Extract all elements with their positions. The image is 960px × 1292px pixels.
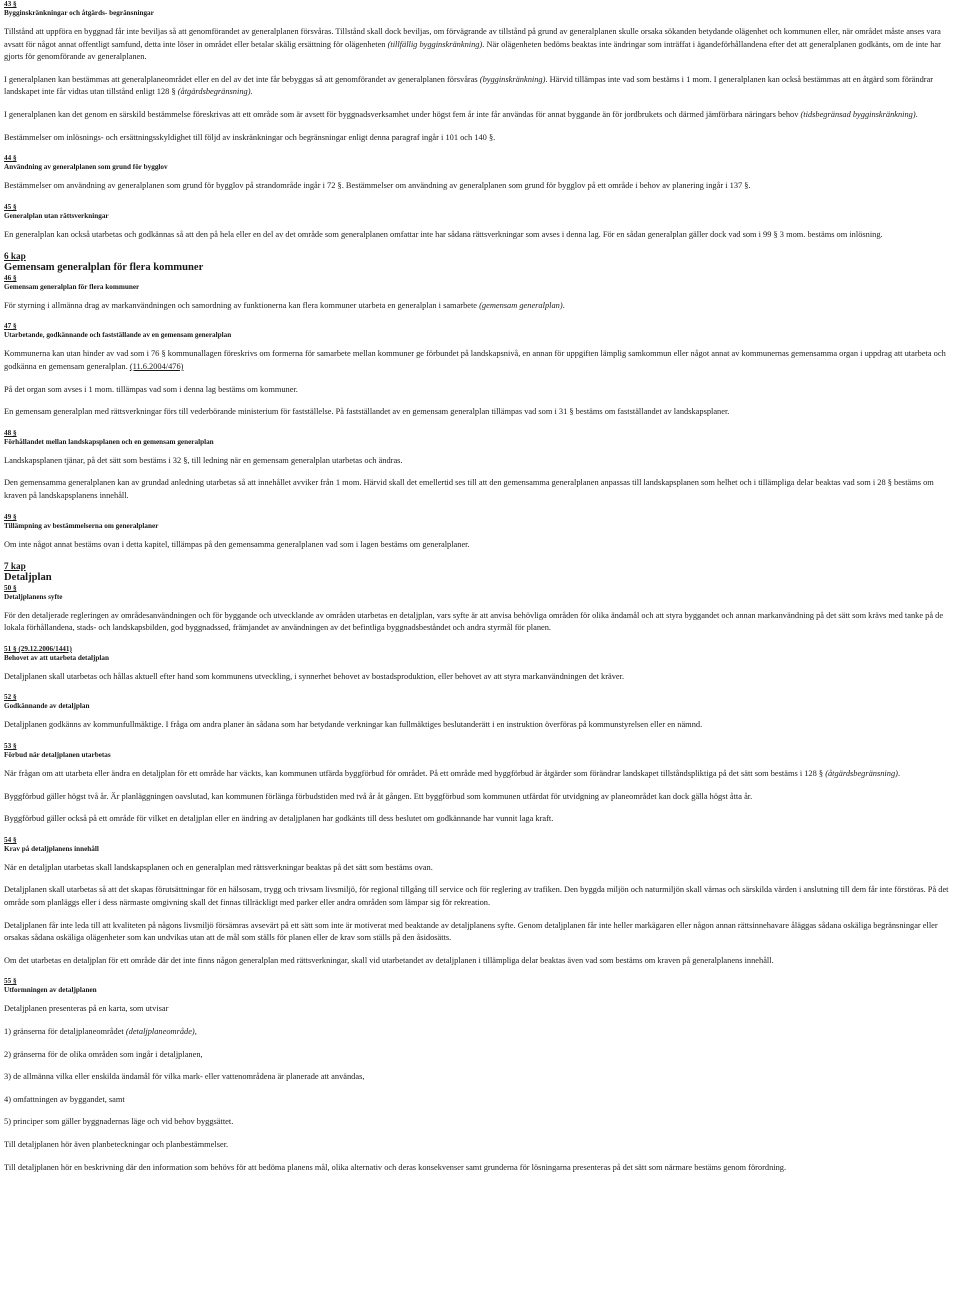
paragraph — [4, 862, 956, 875]
text-run: Till detaljplanen hör även planbeteckningar och planbestämmelser. — [4, 1139, 229, 1149]
text-run: . — [562, 300, 565, 310]
text-run: Kommunerna kan utan hinder av vad som i 76 § kommunallagen föreskrivs om formerna för samarbete mellan kommuner ge förbundet på landskapsnivå, en annan för uppgiften lämplig samkommun eller något annat av kommunernas gemensamma organ i uppdrag att utarbeta och godkänna en gemensam generalplan. — [4, 349, 946, 372]
paragraph — [4, 300, 956, 313]
section-number: 46 § — [4, 273, 17, 282]
section-number: 55 § — [4, 977, 17, 986]
section-number: 51 § (29.12.2006/1441) — [4, 644, 72, 653]
paragraph — [4, 1116, 956, 1129]
text-run: Detaljplanen presenteras på en karta, som utvisar — [4, 1004, 169, 1014]
paragraph — [4, 671, 956, 684]
section-title: Detaljplanens syfte — [4, 592, 63, 601]
text-run: När frågan om att utarbeta eller ändra en detaljplan för ett område har väckts, kan kommunen utfärda byggförbud för området. På ett område med byggförbud är åtgärder som förändrar landskapet tillståndspliktiga på det sätt som bestäms i 128 § — [4, 769, 826, 779]
text-run: 1) gränserna för detaljplaneområdet — [4, 1027, 126, 1036]
paragraph — [4, 348, 956, 373]
section-heading — [4, 429, 956, 447]
section-heading — [4, 274, 956, 292]
text-run: Detaljplanen skall utarbetas så att det skapas förutsättningar för en hälsosam, trygg och trivsam livsmiljö, för regional tillgång till service och för reglering av trafiken. Den byggda miljön och naturmiljön skall värnas och särskilda värden i anslutning till dem får inte förstöras. På det område som planläggs eller i dess närmaste omgivning skall det finnas tillräckligt med parker eller andra områden som lämpar sig för rekreation. — [4, 885, 949, 908]
section-title: Godkännande av detaljplan — [4, 702, 90, 711]
text-run: På det organ som avses i 1 mom. tillämpas vad som i denna lag bestäms om kommuner. — [4, 384, 298, 394]
section-number: 54 § — [4, 835, 17, 844]
section-title: Tillämpning av bestämmelserna om generalplaner — [4, 521, 159, 530]
section-heading — [4, 322, 956, 340]
text-run: Bestämmelser om användning av generalplanen som grund för bygglov på strandområde ingår i 72 §. Bestämmelser om användning av generalplanen som grund för bygglov på ett område i behov av planering ingår i 137 §. — [4, 181, 751, 191]
text-run: En generalplan kan också utarbetas och godkännas så att den på hela eller en del av det område som generalplanen omfattar inte har sådana rättsverkningar som avses i denna lag. För en sådan generalplan gäller dock vad som i 99 § 3 mom. bestäms om inlösning. — [4, 229, 883, 239]
text-run: En gemensam generalplan med rättsverkningar förs till vederbörande ministerium för fastställelse. På fastställandet av en gemensam generalplan tillämpas vad som i 31 § bestäms om fastställandet av landskapsplaner. — [4, 407, 730, 417]
section-title: Bygginskränkningar och åtgärds- begränsningar — [4, 9, 154, 17]
text-run: 5) principer som gäller byggnadernas läge och vid behov byggsättet. — [4, 1117, 234, 1127]
defined-term: (åtgärdsbegränsning) — [177, 87, 251, 97]
section-number: 50 § — [4, 583, 17, 592]
paragraph — [4, 1071, 956, 1084]
paragraph — [4, 955, 956, 968]
chapter-heading — [4, 561, 956, 584]
section-heading — [4, 584, 956, 602]
paragraph — [4, 1162, 956, 1175]
paragraph — [4, 74, 956, 99]
section-heading — [4, 836, 956, 854]
amendment-reference[interactable]: (11.6.2004/476) — [129, 362, 184, 372]
paragraph — [4, 384, 956, 397]
text-run: Detaljplanen skall utarbetas och hållas aktuell efter hand som kommunens utveckling, i synnerhet behovet av bostadsproduktion, eller behovet av att styra markanvändningen det kräver. — [4, 671, 625, 681]
section-title: Utarbetande, godkännande och fastställande av en gemensam generalplan — [4, 331, 232, 340]
section-heading — [4, 645, 956, 663]
section-number: 48 § — [4, 428, 17, 437]
paragraph — [4, 719, 956, 732]
text-run: När en detaljplan utarbetas skall landskapsplanen och en generalplan med rättsverkningar beaktas på det sätt som bestäms ovan. — [4, 862, 433, 872]
paragraph — [4, 813, 956, 826]
section-heading — [4, 0, 956, 18]
paragraph — [4, 539, 956, 552]
paragraph — [4, 406, 956, 419]
section-title: Behovet av att utarbeta detaljplan — [4, 653, 110, 662]
text-run: I generalplanen kan det genom en särskild bestämmelse föreskrivas att ett område som är avsett för byggnadsverksamhet under högst fem år inte får användas för annat byggande än för jordbrukets och därmed jämförbara näringars behov — [4, 109, 801, 119]
defined-term: (bygginskränkning) — [479, 74, 546, 84]
chapter-number: 6 kap — [4, 251, 26, 262]
paragraph — [4, 768, 956, 781]
defined-term: (tidsbegränsad bygginskränkning) — [800, 109, 916, 119]
text-run: . — [897, 769, 901, 779]
text-run: . Härvid tillämpas inte vad som bestäms i 1 mom. I generalplanen kan också bestämmas att en åtgärd som förändrar landskapet inte får vidtas utan tillstånd enligt 128 § — [4, 74, 934, 97]
chapter-heading — [4, 251, 956, 274]
section-number: 53 § — [4, 742, 17, 751]
section-heading — [4, 977, 956, 995]
section-title: Användning av generalplanen som grund för bygglov — [4, 163, 168, 172]
text-run: . — [250, 87, 253, 97]
paragraph — [4, 26, 956, 64]
text-run: 3) de allmänna vilka eller enskilda ändamål för vilka mark- eller vattenområdena är planerade att användas, — [4, 1072, 365, 1082]
section-number: 43 § — [4, 0, 17, 8]
chapter-title: Gemensam generalplan för flera kommuner — [4, 261, 204, 273]
chapter-number: 7 kap — [4, 561, 26, 572]
section-number: 44 § — [4, 154, 17, 163]
text-run: I generalplanen kan bestämmas att generalplaneområdet eller en del av det inte får bebyggas så att genomförandet av generalplanen försvåras — [4, 74, 480, 84]
paragraph — [4, 1094, 956, 1107]
section-title: Gemensam generalplan för flera kommuner — [4, 282, 140, 291]
text-run: Byggförbud gäller också på ett område för vilket en detaljplan eller en ändring av detaljplanen har godkänts till dess beslutet om godkännande har vunnit laga kraft. — [4, 814, 554, 824]
section-heading — [4, 513, 956, 531]
text-run: . — [915, 109, 918, 119]
text-run: Detaljplanen godkänns av kommunfullmäktige. I fråga om andra planer än sådana som har betydande verkningar kan fullmäktiges beslutanderätt i en instruktion överföras på kommunstyrelsen eller en nämnd. — [4, 720, 703, 730]
section-number: 52 § — [4, 693, 17, 702]
paragraph — [4, 455, 956, 468]
paragraph — [4, 1003, 956, 1016]
defined-term: (gemensam generalplan) — [479, 300, 563, 310]
paragraph — [4, 791, 956, 804]
defined-term: (tillfällig bygginskränkning) — [387, 39, 483, 49]
text-run: 2) gränserna för de olika områden som ingår i detaljplanen, — [4, 1049, 203, 1059]
text-run: För den detaljerade regleringen av områdesanvändningen och för byggande och utvecklande av områden utarbetas en detaljplan, vars syfte är att anvisa behövliga områden för olika ändamål och att styra byggandet och annan markanvändning på det sätt som krävs med tanke på de lokala förhållandena, stads- och landskapsbilden, god byggnadssed, främjandet av användningen av det befintliga byggnadsbeståndet och andra styrmål för planen. — [4, 610, 944, 633]
text-run: , — [194, 1027, 197, 1036]
paragraph — [4, 610, 956, 635]
section-heading — [4, 742, 956, 760]
section-number: 49 § — [4, 512, 17, 521]
chapter-title: Detaljplan — [4, 571, 52, 583]
section-heading — [4, 693, 956, 711]
paragraph — [4, 132, 956, 145]
text-run: Byggförbud gäller högst två år. Är planläggningen oavslutad, kan kommunen förlänga förbudstiden med två år åt gången. Ett byggförbud som kommunen utfärdat för utvidgning av planeområdet kan dock gälla högst åtta år. — [4, 791, 753, 801]
paragraph — [4, 1139, 956, 1152]
paragraph — [4, 229, 956, 242]
text-run: Om det utarbetas en detaljplan för ett område där det inte finns någon generalplan med rättsverkningar, skall vid utarbetandet av detaljplanen i tillämpliga delar beaktas även vad som bestäms om kraven på generalplanens innehåll. — [4, 955, 774, 965]
paragraph — [4, 477, 956, 502]
section-number: 47 § — [4, 322, 17, 331]
section-title: Generalplan utan rättsverkningar — [4, 211, 109, 220]
paragraph — [4, 180, 956, 193]
text-run: För styrning i allmänna drag av markanvändningen och samordning av funktionerna kan flera kommuner utarbeta en generalplan i samarbete — [4, 300, 480, 310]
text-run: Detaljplanen får inte leda till att kvaliteten på någons livsmiljö försämras avsevärt på ett sätt som inte är motiverat med beaktande av detaljplanens syfte. Genom detaljplanen får inte heller markägaren eller någon annan rättsinnehavare åläggas sådana oskäliga begränsningar eller orsakas sådana oskäliga olägenheter som kan undvikas utan att de mål som ställs för planen eller de krav som ställs på den åsidosätts. — [4, 920, 938, 943]
text-run: Om inte något annat bestäms ovan i detta kapitel, tillämpas på den gemensamma generalplanen vad som i lagen bestäms om generalplaner. — [4, 539, 470, 549]
paragraph — [4, 1049, 956, 1062]
section-heading — [4, 154, 956, 172]
paragraph — [4, 884, 956, 909]
paragraph — [4, 1026, 956, 1039]
section-title: Krav på detaljplanens innehåll — [4, 844, 99, 853]
section-heading — [4, 203, 956, 221]
text-run: Tillstånd att uppföra en byggnad får inte beviljas så att genomförandet av generalplanen försvåras. Tillstånd skall dock beviljas, om förvägrande av tillstånd på grund av generalplanen skulle orsaka sökanden betydande olägenhet och kommunen eller, när området måste anses vara avsatt för något annat offentligt samfund, detta inte löser in området eller betalar skälig ersättning för olägenheten — [4, 27, 941, 49]
text-run: 4) omfattningen av byggandet, samt — [4, 1094, 125, 1104]
section-number: 45 § — [4, 202, 17, 211]
text-run: Landskapsplanen tjänar, på det sätt som bestäms i 32 §, till ledning när en gemensam generalplan utarbetas och ändras. — [4, 455, 403, 465]
defined-term: (detaljplaneområde) — [125, 1027, 195, 1036]
text-run: . När olägenheten bedöms beaktas inte ändringar som inträffat i ägandeförhållandena efter det att generalplanen godkänts, om de inte har gjorts för genomförande av generalplanen. — [4, 39, 941, 62]
section-title: Utformningen av detaljplanen — [4, 986, 97, 995]
section-title: Förhållandet mellan landskapsplanen och en gemensam generalplan — [4, 437, 214, 446]
paragraph — [4, 920, 956, 945]
paragraph — [4, 109, 956, 122]
text-run: Den gemensamma generalplanen kan av grundad anledning utarbetas så att innehållet avviker från 1 mom. Härvid skall det emellertid ses till att den gemensamma generalplanen anpassas till landskapsplanen som helhet och i tillämpliga delar beaktas vad som i 28 § bestäms om kraven på landskapsplanens innehåll. — [4, 478, 934, 500]
section-title: Förbud när detaljplanen utarbetas — [4, 751, 111, 760]
text-run: Till detaljplanen hör en beskrivning där den information som behövs för att bedöma planens mål, olika alternativ och deras konsekvenser samt grunderna för lösningarna presenteras på det sätt som närmare bestäms genom förordning. — [4, 1162, 787, 1172]
defined-term: (åtgärdsbegränsning) — [825, 769, 898, 779]
text-run: Bestämmelser om inlösnings- och ersättningsskyldighet till följd av inskränkningar och begränsningar enligt denna paragraf ingår i 101 och 140 §. — [4, 132, 496, 142]
